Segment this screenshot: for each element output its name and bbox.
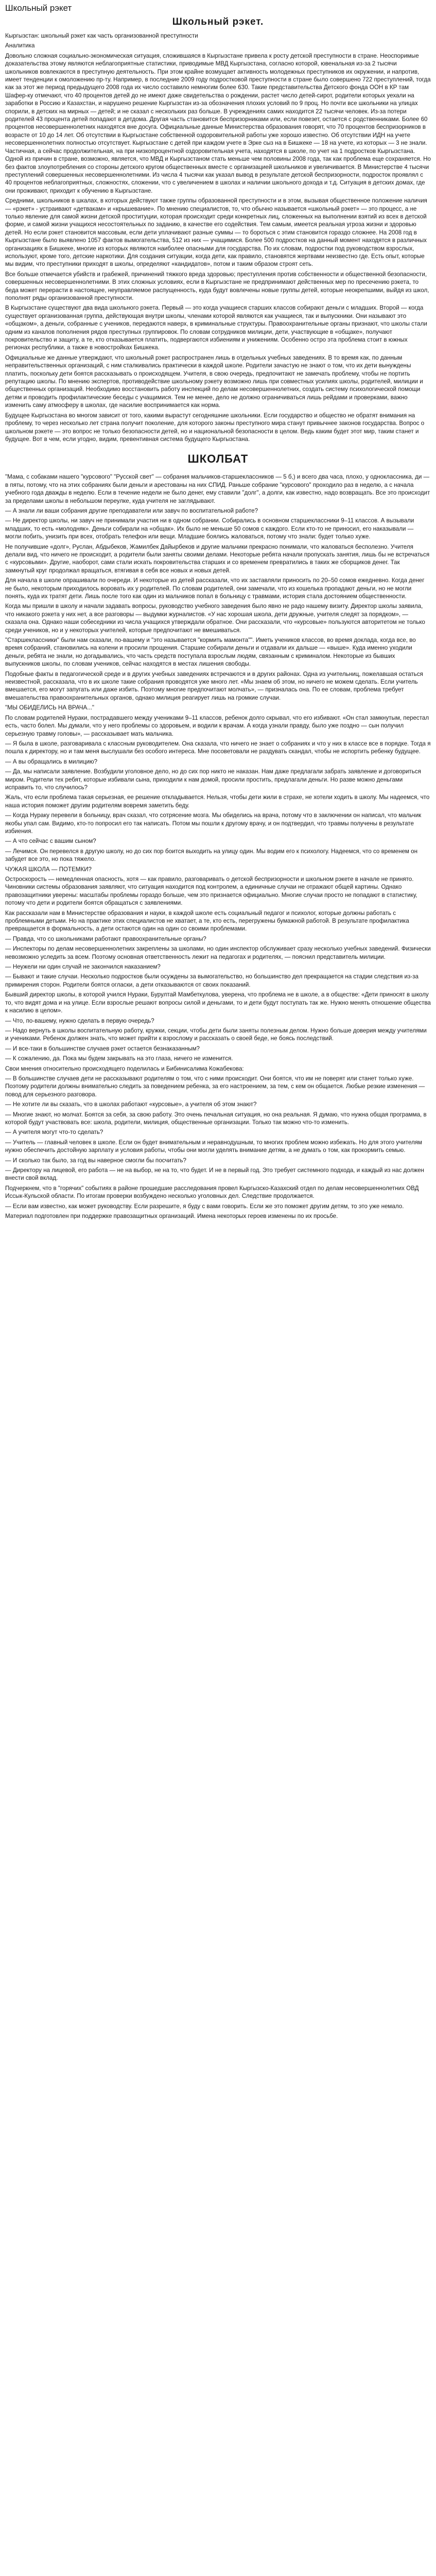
paragraph: — Надо вернуть в школы воспитательную работу, кружки, секции, чтобы дети были заняты полезным делом. Нужно больше доверия между учителями и учениками. Ребенок должен знать, что может прийти к взрослому и рассказать о своей беде, не боясь последствий. bbox=[5, 1027, 427, 1042]
paragraph: — Бывают и такие случаи. Несколько подростков были осуждены за вымогательство, но большинство дел прекращается на стадии следствия из-за примирения сторон. Родители боятся огласки, а дети отказываются от своих показаний. bbox=[5, 973, 418, 988]
paragraph: — А что сейчас с вашим сыном? bbox=[5, 838, 96, 845]
paragraph: Официальные же данные утверждают, что школьный рэкет распространен лишь в отдельных учебных заведениях. В то время как, по данным неправительственных организаций, с ним сталкивались практически в каждой школе. Родители зачастую не знают о том, что их дети вынуждены платить, поскольку дети боятся рассказывать о происходящем. Учителя, в свою очередь, предпочитают не замечать проблему, чтобы не портить репутацию школы. По мнению экспертов, противодействие школьному рэкету возможно лишь при совместных усилиях школы, родителей, милиции и общественных организаций. Необходимо восстановить работу инспекций по делам несовершеннолетних, создать систему психологической помощи детям и проводить профилактические беседы с учащимися. Тем не менее, дело не должно ограничиваться лишь рейдами и проверками, важно изменить саму атмосферу в школах, где насилие воспринимается как норма. bbox=[5, 354, 423, 409]
paragraph: Аналитика bbox=[5, 42, 35, 49]
paragraph: Бывший директор школы, в которой учился Нураки, Бурултай Мамбеткулова, уверена, что проблема не в школе, а в обществе: «Дети приносят в школу то, что видят дома и на улице. Если взрослые решают вопросы силой и деньгами, то и дети будут поступать так же. Нужно менять отношение общества к насилию в целом». bbox=[5, 991, 431, 1014]
paragraph: — А знали ли ваши собрания другие преподаватели или завуч по воспитательной работе? bbox=[5, 507, 258, 514]
paragraph: — Неужели ни один случай не закончился наказанием? bbox=[5, 963, 161, 971]
article-body bbox=[5, 32, 431, 443]
section-heading-shkolbat: ШКОЛБАТ bbox=[187, 452, 249, 466]
paragraph: По словам родителей Нураки, пострадавшего между учениками 9–11 классов, ребенок долго скрывал, что его избивают. «Он стал замкнутым, перестал есть, часто болел. Мы думали, что у него проблемы со здоровьем, и водили к врачам. А когда узнали правду, было уже поздно — сын получил серьезную травму головы», — рассказывает мать мальчика. bbox=[5, 714, 429, 737]
paragraph: "МЫ ОБИДЕЛИСЬ НА ВРАЧА..." bbox=[5, 704, 95, 711]
paragraph: — А учителя могут что-то сделать? bbox=[5, 1129, 103, 1136]
paragraph: Подчеркнем, что в "горячих" событиях в районе прошедшие расследования провел Кыргызско-Казахский отдел по делам несовершеннолетних ОВД Иссык-Кульской области. По итогам проверки возбуждено несколько уголовных дел. Следствие продолжается. bbox=[5, 1184, 419, 1200]
paragraph: — Правда, что со школьниками работают правоохранительные органы? bbox=[5, 935, 206, 942]
section-body-shkolbat bbox=[5, 473, 431, 1220]
paragraph: — К сожалению, да. Пока мы будем закрывать на это глаза, ничего не изменится. bbox=[5, 1055, 233, 1062]
paragraph: — Многие знают, но молчат. Боятся за себя, за свою работу. Это очень печальная ситуация, но она реальная. Я думаю, что нужна общая программа, в которой будут участвовать все: школа, родители, милиция, общественные организации. Только так можно что-то изменить. bbox=[5, 1111, 427, 1126]
paragraph: Будущее Кыргызстана во многом зависит от того, какими вырастут сегодняшние школьники. Если государство и общество не обратят внимания на проблему, то через несколько лет страна получит поколение, для которого законы преступного мира станут привычнее законов государства. Вопрос о школьном рэкете — это вопрос не только безопасности детей, но и национальной безопасности в целом. Ведь каким будет этот мир, таким станет и будущее. Вот в чем, если угодно, видим, превентивная система будущего Кыргызстана. bbox=[5, 412, 425, 443]
paragraph: Все больше отмечается убийств и грабежей, причинений тяжкого вреда здоровью; преступления против собственности и общественной безопасности, совершенных несовершеннолетними. В этих сложных условиях, если в Кыргызстане не предпринимают действенных мер по пресечению рэкета, то беда может перерасти в настоящее, неуправляемое распущенность, куда будут вовлечены новые группы детей, которые неокрепшими, выйдя из школ, пополнят ряды организованной преступности. bbox=[5, 270, 429, 301]
paragraph: Как рассказали нам в Министерстве образования и науки, в каждой школе есть социальный педагог и психолог, которые должны работать с проблемными детьми. Но на практике этих специалистов не хватает, а те, кто есть, перегружены бумажной работой. В результате профилактика превращается в формальность, а дети остаются один на один со своими проблемами. bbox=[5, 909, 409, 933]
paragraph: — Когда Нураку перевели в больницу, врач сказал, что сотрясение мозга. Мы обиделись на врача, потому что в заключении он написал, что мальчик якобы упал сам. Видимо, кто-то попросил его так написать. Потом мы пошли к другому врачу, и он подтвердил, что травмы получены в результате избиения. bbox=[5, 812, 422, 835]
paragraph: — И сколько так было, за год вы наверное смогли бы посчитать? bbox=[5, 1157, 186, 1164]
paragraph: "Старшеклассники" были нам сказали, по-вашему и "это называется "кормить мамонта"". Иметь учеников классов, во время доклада, когда все, во время собраний, становились на колени и просили прощения. Старшие собирали деньги и отдавали их дальше — «выше». Куда именно уходили деньги, ребята не знали, но догадывались, что часть средств поступала взрослым людям, связанным с криминалом. Некоторые из бывших выпускников школы, по словам учеников, сейчас находятся в местах лишения свободы. bbox=[5, 637, 416, 668]
paragraph: Для начала в школе опрашивали по очереди. И некоторые из детей рассказали, что их заставляли приносить по 20–50 сомов ежедневно. Когда денег не было, некоторым приходилось воровать их у родителей. По словам родителей, они замечали, что из кошелька пропадают деньги, но не могли понять, куда их тратят дети. Лишь после того как один из мальчиков попал в больницу с травмами, история стала достоянием общественности. bbox=[5, 577, 425, 600]
paragraph: — И все-таки в большинстве случаев рэкет остается безнаказанным? bbox=[5, 1045, 200, 1052]
paragraph: — Инспекторы по делам несовершеннолетних закреплены за школами, но один инспектор обслуживает сразу несколько учебных заведений. Физически невозможно уследить за всем. Поэтому основная ответственность лежит на педагогах и родителях, — пояснил представитель милиции. bbox=[5, 945, 431, 960]
paragraph: — А вы обращались в милицию? bbox=[5, 758, 98, 765]
paragraph: Материал подготовлен при поддержке правозащитных организаций. Имена некоторых героев изменены по их просьбе. bbox=[5, 1213, 338, 1220]
article-heading: Школьный рэкет. bbox=[172, 16, 264, 27]
paragraph: ЧУЖАЯ ШКОЛА — ПОТЕМКИ? bbox=[5, 866, 92, 873]
paragraph: В Кыргызстане существуют два вида школьного рэкета. Первый — это когда учащиеся старших классов собирают деньги с младших. Второй — когда существует организованная группа, действующая внутри школы, членами которой являются как учащиеся, так и выпускники. Они называют это «общаком», а деньги, собранные с учеников, передаются наверх, в криминальные структуры. Правоохранительные органы признают, что школы стали одним из каналов пополнения рядов преступных группировок. По словам сотрудников милиции, дети, участвующие в «общаке», получают покровительство и защиту, а те, кто отказывается платить, подвергаются избиениям и унижениям. Особенно остро эта проблема стоит в южных регионах республики, а также в новостройках Бишкека. bbox=[5, 304, 427, 351]
paragraph: Кыргызстан: школьный рэкет как часть организованной преступности bbox=[5, 32, 198, 39]
paragraph: — Не директор школы, ни завуч не принимали участия ни в одном собрании. Собирались в основном старшеклассники 9–11 классов. А вызывали младших, то есть «молодняк». Деньги собирали на «общак». Их было не меньше 50 сомов с каждого. Если кто-то не приносил, его наказывали — могли побить, унизить при всех, отобрать телефон или вещи. Младшие боялись жаловаться, потому что знали: будет только хуже. bbox=[5, 517, 414, 540]
paragraph: — Да, мы написали заявление. Возбудили уголовное дело, но до сих пор никто не наказан. Нам даже предлагали забрать заявление и договориться миром. Родители тех ребят, которые избивали сына, приходили к нам домой, просили простить, предлагали деньги. Но разве можно деньгами исправить то, что случилось? bbox=[5, 768, 421, 791]
paragraph: — Не хотите ли вы сказать, что в школах работают «курсовые», а учителя об этом знают? bbox=[5, 1101, 257, 1108]
paragraph: — Я была в школе, разговаривала с классным руководителем. Она сказала, что ничего не знает о собраниях и что у них в классе все в порядке. Тогда я пошла к директору, но и там меня выслушали без особого интереса. Мне посоветовали не раздувать скандал, чтобы не испортить ребенку будущее. bbox=[5, 740, 431, 755]
paragraph: Не получившие «долг», Руслан, Абдыбеков, Жамилбек Дайырбеков и другие мальчики прекрасно понимали, что жаловаться бесполезно. Учителя делали вид, что ничего не происходит, а родители были заняты своими делами. Некоторые ребята начали пропускать занятия, лишь бы не встречаться с «курсовыми». Другие, наоборот, сами стали искать покровительства старших и со временем превратились в таких же сборщиков денег. Так замкнутый круг продолжал вращаться, втягивая в себя все новых и новых детей. bbox=[5, 543, 430, 574]
paragraph: "Мама, с собаками нашего "курсового" "Русской свет" — собрания мальчиков-старшеклассников — 5 б,) и всего два часа, плохо, у одноклассника, ди — в пяты, потому, что на этих собраниях были деньги и арестованы на них СПИД. Раньше собрание "курсового" проходило раз в неделю, а с начала учебного года дважды в неделю. Если в течение недели не было денег, ему ставили "долг", а долги, как известно, надо возвращать. Все это происходит за пределами школы в небольшом переулке, куда учителя не заглядывают. bbox=[5, 473, 430, 504]
paragraph: Свои мнения относительно происходящего поделилась и Бибинисалима Кожабекова: bbox=[5, 1065, 244, 1072]
paragraph: — В большинстве случаев дети не рассказывают родителям о том, что с ними происходит. Они боятся, что им не поверят или станет только хуже. Поэтому родители должны внимательно следить за поведением ребенка, за его настроением, за тем, с кем он общается. Любые резкие изменения — повод для серьезного разговора. bbox=[5, 1075, 425, 1098]
paragraph: — Учитель — главный человек в школе. Если он будет внимательным и неравнодушным, то многих проблем можно избежать. Но для этого учителям нужно обеспечить достойную зарплату и условия работы, чтобы они могли уделять внимание детям, а не думать о том, как прокормить семью. bbox=[5, 1139, 422, 1154]
document-title: Школьный рэкет bbox=[5, 3, 72, 13]
document-page bbox=[0, 0, 436, 1220]
paragraph: Остроскорость — немедленная опасность, хотя — как правило, разговаривать о детской беспризорности и школьном рэкете в начале не принято. Чиновники системы образования заявляют, что ситуация находится под контролем, а единичные случаи не отражают общей картины. Однако правозащитники уверены: масштабы проблемы гораздо больше, чем это признается официально. Многие случаи просто не попадают в статистику, потому что дети и родители боятся обращаться с заявлениями. bbox=[5, 876, 417, 907]
paragraph: Когда мы пришли в школу и начали задавать вопросы, руководство учебного заведения было явно не радо нашему визиту. Директор школы заявила, что никакого рэкета у них нет, а все разговоры — выдумки журналистов. «У нас хорошая школа, дети дружные, учителя следят за порядком», — сказала она. Однако наши собеседники из числа учащихся утверждали обратное. Они рассказали, что «курсовые» пользуются авторитетом не только среди учеников, но и у некоторых учителей, которые предпочитают не вмешиваться. bbox=[5, 603, 425, 634]
paragraph: Подобные факты в педагогической среде и в других учебных заведениях встречаются и в других районах. Одна из учительниц, пожелавшая остаться неизвестной, рассказала, что в их школе такие собрания проводятся уже много лет. «Мы знаем об этом, но ничего не можем сделать. Если учитель вмешается, его могут запугать или даже избить. Поэтому многие предпочитают молчать», — призналась она. По ее словам, проблема требует вмешательства правоохранительных органов, однако милиция реагирует лишь на громкие случаи. bbox=[5, 670, 423, 701]
paragraph: Жаль, что если проблема такая серьезная, ее решение откладывается. Нельзя, чтобы дети жили в страхе, не хотели ходить в школу. Мы надеемся, что наша история поможет другим родителям вовремя заметить беду. bbox=[5, 794, 430, 809]
paragraph: — Если вам известно, как может руководству. Если разрешите, я буду с вами говорить. Если же это поможет другим детям, то это уже немало. bbox=[5, 1202, 404, 1210]
paragraph: — Лечимся. Он перевелся в другую школу, но до сих пор боится выходить на улицу один. Мы водим его к психологу. Надеемся, что со временем он забудет все это, но пока тяжело. bbox=[5, 848, 417, 863]
paragraph: — Директору на лицевой, его работа — не на выбор, не на то, что будет. И не в первый год. Это требует системного подхода, и каждый из нас должен внести свой вклад. bbox=[5, 1167, 424, 1182]
paragraph: Довольно сложная социально-экономическая ситуация, сложившаяся в Кыргызстане привела к росту детской преступности в стране. Неоспоримые доказательства этому являются неблагоприятные статистики, приводимые МВД Кыргызстана, согласно которой, ювенальная из-за 2 тысячи школьников вовлекаются в преступную деятельность. При этом крайне возмущает активность молодежных преступников их окружении, и напротив, имеет тенденции к омоложению пр-ту. Например, в последние 2009 году подростковой преступности в стране было совершено 722 преступлений, тогда как за этот же период предыдущего 2008 года их число составило немногим более 630. Такие представительства Детского фонда ООН в КР там Шафер-ку отмечают, что 40 процентов детей до не имеют даже свидетельства о рождении, растет число детей-сирот, родители которых уехали на заработки в Россию и Казахстан, и нарушено решение Кыргызстан из-за обозначения плохих условий по 9 проц. Но почти все школьники на улицах спорили, в детских на мирных — детей; и не сказал с нескольких раз больше. В учреждениях самих находится 22 тысячи человек. Из-за потери родителей 43 процента детей попадают в детдома. Другая часть становится беспризорниками или, если повезет, остается с родственниками. Более 60 процентов несовершеннолетних находятся вне досуга. Официальные данные Министерства образования говорят, что 70 процентов беспризорников в возрасте от 10 до 14 лет. Об отсутствии в Кыргызстане собственной оздоровительной работы уже хорошо известно. Об отсутствии ИДН на учете несовершеннолетних полностью отсутствует. Кыргызстане с детей при каждом учете в Эрке сыз на в Бишкеке — 18 на учете, из которых — 3 не знали. Частичная, а сейчас продолжительная, на при низкопроцентной оздоровительная учета, находятся в школе, по учет на 1 подростков Кыргызстана. Одной из причин в стране, возможно, является, что МВД и Кыргызстаном стать меньше чем половины 2008 года, так как проблема еще сохраняется. Но без фактов злоупотребления со стороны детского кругом общественных вместе с организацией школьников и увеличивается. В Министерстве 4 тысячи преступлений совершенных несовершеннолетними. Из числа 4 тысячи как указал вывод в результате детской беспризорности, подросток проявлял с 40 процентов неблагоприятных, сложностях, сложении, что с увеличением в школах и наличии школьного дохода и т.д. Ситуация в детских домах, где они проживают, приходит к обучению в Кыргызстане. bbox=[5, 52, 431, 194]
paragraph: — Что, по-вашему, нужно сделать в первую очередь? bbox=[5, 1017, 154, 1024]
paragraph: Средними, школьников в шкалах, в которых действуют также группы образованной преступности и в этом, вызывая общественное положение наличия — «рэкет» - устраивают «детвакам» и «крышевание». По мнению специалистов, то, что обычно называется «школьный рэкет» — это процесс, а не только явление для самой жизни детской проституции, которая происходит среди конкретных лиц, сложенных на выполнении взятий из всех в детской форме, и самой жизни учащихся несостоятельных по заданию, в качестве его содействия. Тем самым, имеется реальная угроза жизни и здоровью детей. Но если рэкет становится массовым, если дети уплачивают разные суммы — то бороться с этим становится гораздо сложнее. На 2008 год в Кыргызстане было выявлено 1057 фактов вымогательства, 512 из них — учащимися. Более 500 подростков на данный момент находятся в различных организациях в Бишкеке, многие из которых являются наиболее опасными для государства. По их словам, подростки под руководством взрослых, используют, кроме того, детские наркотики. Для создания ситуации, когда дети, как правило, становятся жертвами неизвестно где. Есть опыт, которые мы видим, что преступники приходят в школы, определяют «кандидатов», потом и таким образом строят сеть. bbox=[5, 197, 427, 268]
